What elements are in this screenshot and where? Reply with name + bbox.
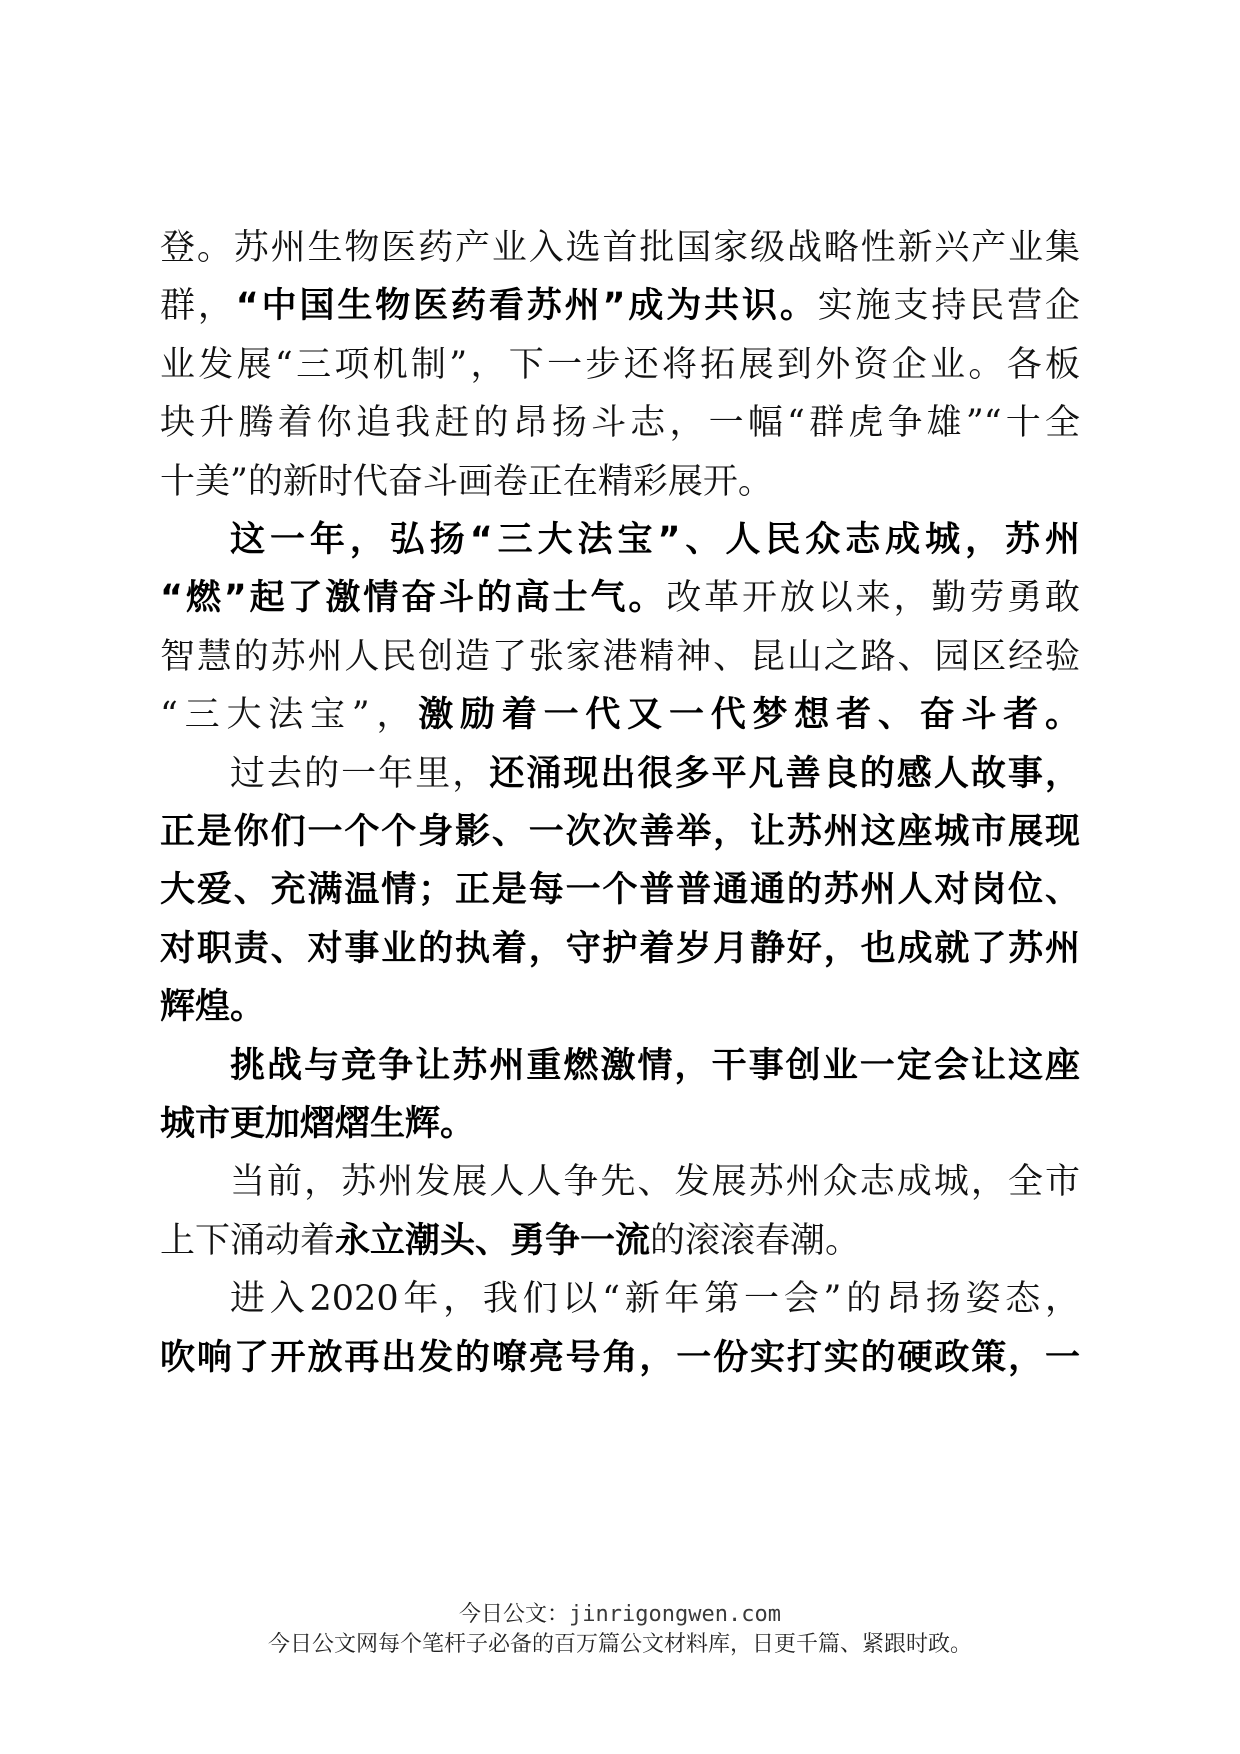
text-segment: 上下涌动着 bbox=[160, 1221, 336, 1261]
text-segment: 实施支持民营企 bbox=[817, 286, 1080, 326]
footer-source-line bbox=[0, 1601, 1240, 1629]
bold-text-segment: 吹响了开放再出发的嘹亮号角，一份实打实的硬政策，一 bbox=[160, 1338, 1080, 1378]
text-line bbox=[160, 802, 1080, 862]
footer-source-url[interactable]: jinrigongwen.com bbox=[569, 1602, 781, 1627]
bold-text-segment: 大爱、充满温情；正是每一个普普通通的苏州人对岗位、 bbox=[160, 870, 1080, 910]
bold-text-segment: “燃”起了激情奋斗的高士气。 bbox=[160, 578, 667, 618]
text-line bbox=[160, 627, 1080, 687]
text-line bbox=[160, 919, 1080, 979]
bold-text-segment: 对职责、对事业的执着，守护着岁月静好，也成就了苏州 bbox=[160, 929, 1080, 969]
text-line bbox=[160, 977, 1080, 1037]
bold-text-segment: 城市更加熠熠生辉。 bbox=[160, 1104, 476, 1144]
text-segment: “三大法宝”， bbox=[160, 695, 419, 735]
text-line bbox=[160, 218, 1080, 278]
text-segment: 过去的一年里， bbox=[230, 754, 490, 794]
bold-text-segment: 辉煌。 bbox=[160, 987, 266, 1027]
text-segment: 业发展“三项机制”，下一步还将拓展到外资企业。各板 bbox=[160, 345, 1080, 385]
bold-text-segment: 挑战与竞争让苏州重燃激情，干事创业一定会让这座 bbox=[230, 1046, 1080, 1086]
text-segment: 智慧的苏州人民创造了张家港精神、昆山之路、园区经验 bbox=[160, 637, 1080, 677]
text-segment: 块升腾着你追我赶的昂扬斗志，一幅“群虎争雄”“十全 bbox=[160, 403, 1080, 443]
text-line bbox=[160, 1328, 1080, 1388]
text-segment: 十美”的新时代奋斗画卷正在精彩展开。 bbox=[160, 462, 773, 502]
text-line bbox=[160, 452, 1080, 512]
text-segment: 改革开放以来，勤劳勇敢 bbox=[666, 578, 1080, 618]
bold-text-segment: 正是你们一个个身影、一次次善举，让苏州这座城市展现 bbox=[160, 812, 1080, 852]
text-line bbox=[160, 335, 1080, 395]
bold-text-segment: 还涌现出很多平凡善良的感人故事， bbox=[489, 754, 1080, 794]
text-line bbox=[160, 1211, 1080, 1271]
footer-note: 今日公文网每个笔杆子必备的百万篇公文材料库，日更千篇、紧跟时政。 bbox=[267, 1632, 972, 1657]
text-line bbox=[160, 276, 1080, 336]
text-line bbox=[230, 1152, 1080, 1212]
text-segment: 当前，苏州发展人人争先、发展苏州众志成城，全市 bbox=[230, 1162, 1080, 1202]
footer-source-label: 今日公文： bbox=[459, 1602, 570, 1627]
text-line bbox=[230, 744, 1080, 804]
text-segment: 群， bbox=[160, 286, 236, 326]
text-line bbox=[160, 1094, 1080, 1154]
bold-text-segment: 永立潮头、勇争一流 bbox=[335, 1221, 651, 1261]
text-line bbox=[160, 860, 1080, 920]
text-line bbox=[160, 568, 1080, 628]
bold-text-segment: 激励着一代又一代梦想者、奋斗者。 bbox=[418, 695, 1080, 735]
bold-text-segment: 这一年，弘扬“三大法宝”、人民众志成城，苏州 bbox=[230, 520, 1080, 560]
text-segment: 进入2020年，我们以“新年第一会”的昂扬姿态， bbox=[230, 1279, 1080, 1319]
text-line bbox=[160, 685, 1080, 745]
text-line bbox=[230, 510, 1080, 570]
bold-text-segment: “中国生物医药看苏州”成为共识。 bbox=[235, 286, 818, 326]
text-line bbox=[230, 1036, 1080, 1096]
text-line bbox=[230, 1269, 1080, 1329]
text-segment: 的滚滚春潮。 bbox=[650, 1221, 861, 1261]
text-line bbox=[160, 393, 1080, 453]
text-segment: 登。苏州生物医药产业入选首批国家级战略性新兴产业集 bbox=[160, 228, 1080, 268]
